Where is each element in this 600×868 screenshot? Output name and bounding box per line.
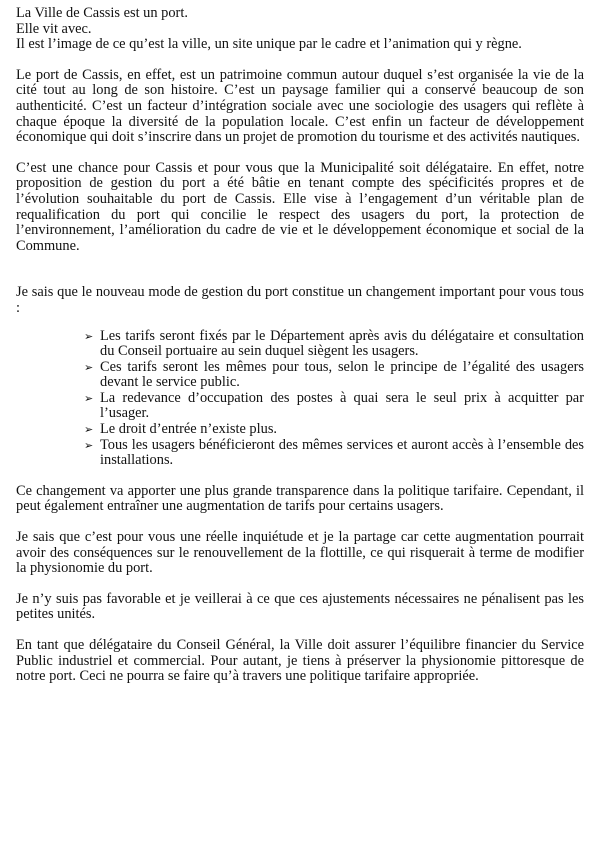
list-item (84, 360, 584, 391)
arrowhead-bullet-icon: ➢ (84, 329, 94, 343)
paragraph-patrimoine: Le port de Cassis, en effet, est un patrimoine commun autour duquel s’est organisée la vie de la cité tout au long de son histoire. C’est un paysage familier qui a conservé beaucoup de son authenticité. C’est un facteur d’intégration sociale avec une sociologie des usagers qui reflète à chaque époque la diversité de la population locale. C’est enfin un facteur de développement économique qui doit s’inscrire dans un projet de promotion du tourisme et des activités nautiques. (16, 66, 584, 146)
paragraph-changement-intro: Je sais que le nouveau mode de gestion du port constitue un changement important pour vous tous : (16, 284, 584, 316)
list-item (84, 329, 584, 360)
list-item (84, 438, 584, 469)
paragraph-transparence: Ce changement va apporter une plus grande transparence dans la politique tarifaire. Cependant, il peut également entraîner une augmentation de tarifs pour certains usagers. (16, 482, 584, 515)
list-item-text: Tous les usagers bénéficieront des mêmes services et auront accès à l’ensemble des installations. (100, 436, 584, 469)
paragraph-inquietude-part-2: ce qui risquerait à terme de modifier la physionomie du port. (16, 544, 584, 577)
intro-line-1: La Ville de Cassis est un port. (16, 5, 188, 21)
paragraph-favorable: Je n’y suis pas favorable et je veillerai à ce que ces ajustements nécessaires ne pénalisent pas les petites unités. (16, 590, 584, 623)
spacer (16, 53, 584, 68)
arrowhead-bullet-icon: ➢ (84, 391, 94, 405)
list-item-text: La redevance d’occupation des postes à quai sera le seul prix à acquitter par l’usager. (100, 389, 584, 422)
paragraph-equilibre: En tant que délégataire du Conseil Général, la Ville doit assurer l’équilibre financier du Service Public industriel et commercial. Pour autant, je tiens à préserver la physionomie pittoresque de notre port. Ceci ne pourra se faire qu’à travers une politique tarifaire appropriée. (16, 637, 584, 685)
spacer (16, 146, 584, 161)
bullet-list (84, 329, 584, 469)
paragraph-inquietude (16, 530, 584, 577)
spacer (16, 254, 584, 285)
spacer (16, 469, 584, 484)
arrowhead-bullet-icon: ➢ (84, 438, 94, 452)
list-item-text: Les tarifs seront fixés par le Département après avis du délégataire et consultation du Conseil portuaire au sein duquel siègent les usagers. (100, 327, 584, 360)
list-item-text: Le droit d’entrée n’existe plus. (100, 421, 278, 438)
list-item-text: Ces tarifs seront les mêmes pour tous, selon le principe de l’égalité des usagers devant le service public. (100, 358, 584, 391)
spacer (16, 515, 584, 530)
spacer (16, 577, 584, 592)
arrowhead-bullet-icon: ➢ (84, 360, 94, 374)
document-page (16, 6, 584, 685)
arrowhead-bullet-icon: ➢ (84, 423, 94, 437)
intro-line-3: Il est l’image de ce qu’est la ville, un site unique par le cadre et l’animation qui y règne. (16, 36, 522, 53)
intro-line-2: Elle vit avec. (16, 20, 92, 37)
spacer (16, 623, 584, 638)
list-item (84, 422, 584, 438)
paragraph-chance: C’est une chance pour Cassis et pour vous que la Municipalité soit délégataire. En effet, notre proposition de gestion du port a été bâtie en tenant compte des spécificités propres et de l’évolution souhaitable du port de Cassis. Elle vise à l’engagement d’un véritable plan de requalification du port qui concilie le respect des usagers du port, la protection de l’environnement, l’amélioration du cadre de vie et le développement économique et social de la Commune. (16, 159, 584, 254)
paragraph-inquietude-part-1: Je sais que c’est pour vous une réelle inquiétude et je la partage car cette augmentation pourrait avoir des conséquences sur le renouvellement de la flottille, (16, 529, 584, 561)
list-item (84, 391, 584, 422)
